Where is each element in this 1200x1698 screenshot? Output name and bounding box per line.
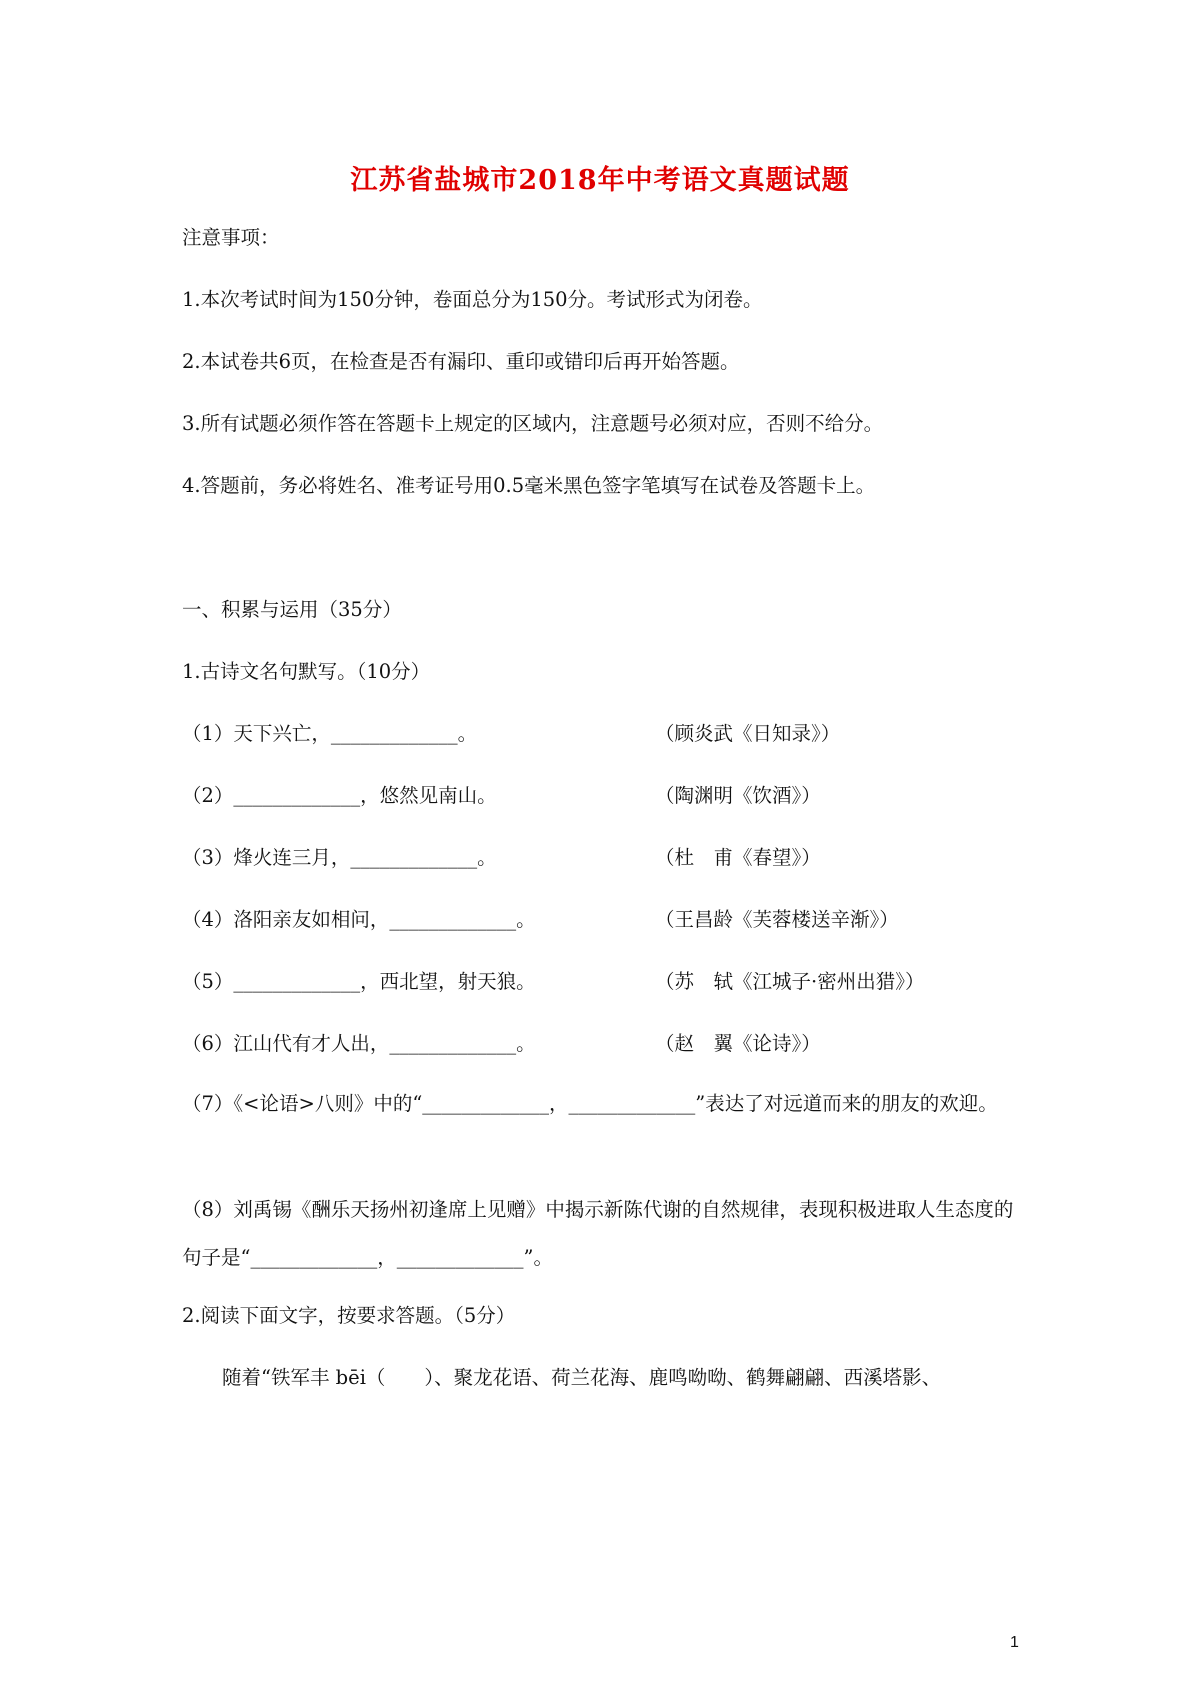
dictation-source: （赵 翼《论诗》）: [655, 1032, 821, 1055]
dictation-source: （王昌龄《芙蓉楼送辛渐》）: [655, 908, 899, 931]
section-heading: 一、积累与运用（35分）: [182, 598, 402, 621]
notice-item: 1.本次考试时间为150分钟，卷面总分为150分。考试形式为闭卷。: [182, 288, 763, 311]
notice-item: 2.本试卷共6页，在检查是否有漏印、重印或错印后再开始答题。: [182, 350, 740, 373]
dictation-item-8: （8）刘禹锡《酬乐天扬州初逢席上见赠》中揭示新陈代谢的自然规律，表现积极进取人生态度的句子是“_____________，_____________”。: [182, 1198, 1014, 1269]
dictation-source: （杜 甫《春望》）: [655, 846, 821, 869]
dictation-source: （顾炎武《日知录》）: [655, 722, 841, 745]
dictation-source: （陶渊明《饮酒》）: [655, 784, 821, 807]
dictation-item: （3）烽火连三月，_____________。: [182, 846, 497, 869]
notice-item: 3.所有试题必须作答在答题卡上规定的区域内，注意题号必须对应，否则不给分。: [182, 412, 884, 435]
question-heading: 1.古诗文名句默写。（10分）: [182, 660, 431, 683]
page-title: 江苏省盐城市2018年中考语文真题试题: [350, 165, 850, 196]
dictation-item: （4）洛阳亲友如相问，_____________。: [182, 908, 536, 931]
dictation-item: （1）天下兴亡，_____________。: [182, 722, 478, 745]
page-number: 1: [1010, 1634, 1019, 1651]
dictation-source: （苏 轼《江城子·密州出猎》）: [655, 970, 925, 993]
notice-item: 4.答题前，务必将姓名、准考证号用0.5毫米黑色签字笔填写在试卷及答题卡上。: [182, 474, 876, 497]
dictation-item: （5）_____________，西北望，射天狼。: [182, 970, 536, 993]
dictation-item-7: （7）《<论语>八则》中的“_____________，_____________”表达了对远道而来的朋友的欢迎。: [182, 1092, 998, 1115]
question-heading: 2.阅读下面文字，按要求答题。（5分）: [182, 1304, 516, 1327]
reading-passage: 随着“铁军丰 bēi（ ）、聚龙花语、荷兰花海、鹿鸣呦呦、鹤舞翩翩、西溪塔影、: [222, 1366, 942, 1389]
dictation-item: （6）江山代有才人出，_____________。: [182, 1032, 536, 1055]
dictation-item: （2）_____________，悠然见南山。: [182, 784, 497, 807]
notice-heading: 注意事项：: [182, 226, 280, 249]
